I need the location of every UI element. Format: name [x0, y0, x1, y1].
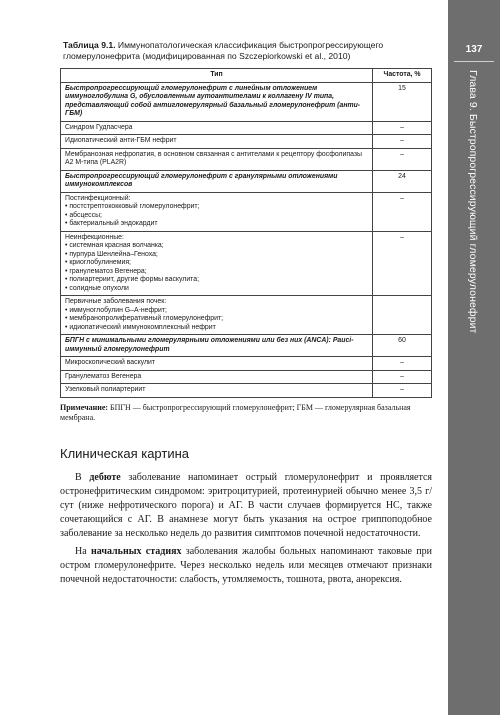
type-cell [61, 135, 373, 149]
table-caption-text: Иммунопатологическая классификация быстропрогрессирующего гломерулонефрита (модифицированная по Szczepiorkowski et al., 2010) [63, 40, 384, 61]
chapter-title: Глава 9. Быстропрогрессирующий гломерулонефрит [467, 70, 479, 334]
frequency-cell: – [373, 384, 432, 398]
table-body [61, 82, 432, 397]
p2-bold-term: начальных стадиях [90, 545, 182, 557]
type-label: Мембранозная нефропатия, в основном связанная с антителами к рецептору фосфолипазы А2 М-типа (PLA2R) [65, 150, 363, 166]
subtype-item: • пурпура Шенлейна–Геноха; [65, 251, 368, 260]
type-cell [61, 121, 373, 135]
type-label: Синдром Гудпасчера [65, 123, 133, 131]
table-row [61, 135, 432, 149]
type-cell [61, 170, 373, 192]
type-cell [61, 192, 373, 231]
frequency-cell: – [373, 357, 432, 371]
frequency-cell: – [373, 148, 432, 170]
header-type: Тип [61, 69, 373, 83]
paragraph-onset [60, 471, 432, 541]
frequency-cell: – [373, 192, 432, 231]
table-caption [63, 40, 432, 62]
page-number: 137 [454, 44, 494, 62]
table-row [61, 192, 432, 231]
type-cell [61, 370, 373, 384]
table-header-row [61, 69, 432, 83]
subtype-item: • постстрептококковый гломерулонефрит; [65, 203, 368, 212]
p1-start: В [75, 471, 90, 483]
type-label: Узелковый полиартериит [65, 386, 146, 393]
type-cell [61, 231, 373, 296]
table-row [61, 370, 432, 384]
frequency-cell: – [373, 135, 432, 149]
type-label: Гранулематоз Вегенера [65, 372, 142, 380]
p1-rest: заболевание напоминает острый гломерулонефрит и проявляется остронефритическим синдромом: эритроцитурией, протеинурией обычно менее 3,5 г/сут (ниже нефротического порога) и АГ. В части случаев формируется НС, также сочетающийся с АГ. В анамнезе могут быть указания на острое гриппоподобное заболевание за несколько недель до развития симптомов почечной недостаточности. [60, 471, 433, 539]
frequency-cell: – [373, 121, 432, 135]
subtype-list [65, 203, 368, 229]
type-cell [61, 296, 373, 335]
type-label: Идиопатический анти-ГБМ нефрит [65, 137, 177, 144]
classification-table [60, 68, 432, 398]
frequency-cell: – [373, 231, 432, 296]
frequency-cell: – [373, 370, 432, 384]
subtype-item: • солидные опухоли [65, 285, 368, 294]
table-row [61, 335, 432, 357]
table-row [61, 82, 432, 121]
subtype-item: • полиартериит, другие формы васкулита; [65, 276, 368, 285]
table-row [61, 121, 432, 135]
type-cell [61, 335, 373, 357]
subtype-item: • мембранопролиферативный гломерулонефрит; [65, 315, 368, 324]
type-label: Постинфекционный: [65, 194, 131, 202]
p2-start: На [75, 545, 91, 557]
type-cell [61, 384, 373, 398]
note-text: БПГН — быстропрогрессирующий гломерулонефрит; ГБМ — гломерулярная базальная мембрана. [60, 402, 411, 422]
page-content [60, 40, 432, 591]
subtype-item: • иммуноглобулин G–A-нефрит; [65, 307, 368, 316]
subtype-list [65, 307, 368, 333]
frequency-cell [373, 296, 432, 335]
subtype-item: • системная красная волчанка; [65, 242, 368, 251]
group-heading: БПГН с минимальными гломерулярными отложениями или без них (ANCA): Pauci-иммунный гломерулонефрит [65, 337, 354, 353]
subtype-item: • гранулематоз Вегенера; [65, 268, 368, 277]
chapter-side-tab [448, 0, 500, 715]
type-label: Первичные заболевания почек: [65, 298, 167, 305]
frequency-cell: 60 [373, 335, 432, 357]
paragraph-initial-stages [60, 545, 432, 587]
table-row [61, 296, 432, 335]
note-label: Примечание: [60, 402, 109, 412]
table-row [61, 231, 432, 296]
type-label: Неинфекционные: [65, 233, 124, 241]
type-label: Микроскопический васкулит [65, 359, 155, 366]
section-heading: Клиническая картина [60, 445, 189, 461]
header-frequency: Частота, % [373, 69, 432, 83]
group-heading: Быстропрогрессирующий гломерулонефрит с линейным отложением иммуноглобулина G, обусловленным аутоантителами к коллагену IV типа, представляющий собой антигломерулярный базальный гломерулонефрит (анти-ГБМ) [65, 84, 361, 117]
type-cell [61, 148, 373, 170]
table-row [61, 148, 432, 170]
group-heading: Быстропрогрессирующий гломерулонефрит с гранулярными отложениями иммунокомплексов [65, 172, 338, 188]
subtype-item: • абсцессы; [65, 212, 368, 221]
subtype-item: • идиопатический иммунокомплексный нефрит [65, 324, 368, 333]
type-cell [61, 82, 373, 121]
table-row [61, 384, 432, 398]
subtype-list [65, 242, 368, 293]
table-label: Таблица 9.1. [63, 40, 116, 50]
frequency-cell: 15 [373, 82, 432, 121]
subtype-item: • бактериальный эндокардит [65, 220, 368, 229]
type-cell [61, 357, 373, 371]
p2-rest: заболевания жалобы больных напоминают таковые при остром гломерулонефрите. Через несколько недель или месяцев отмечают признаки почечной недостаточности: слабость, утомляемость, тошнота, рвота, анорексия. [60, 545, 432, 585]
subtype-item: • криоглобулинемия; [65, 259, 368, 268]
frequency-cell: 24 [373, 170, 432, 192]
table-row [61, 170, 432, 192]
p1-bold-term: дебюте [89, 471, 121, 483]
table-note [60, 403, 432, 424]
table-row [61, 357, 432, 371]
